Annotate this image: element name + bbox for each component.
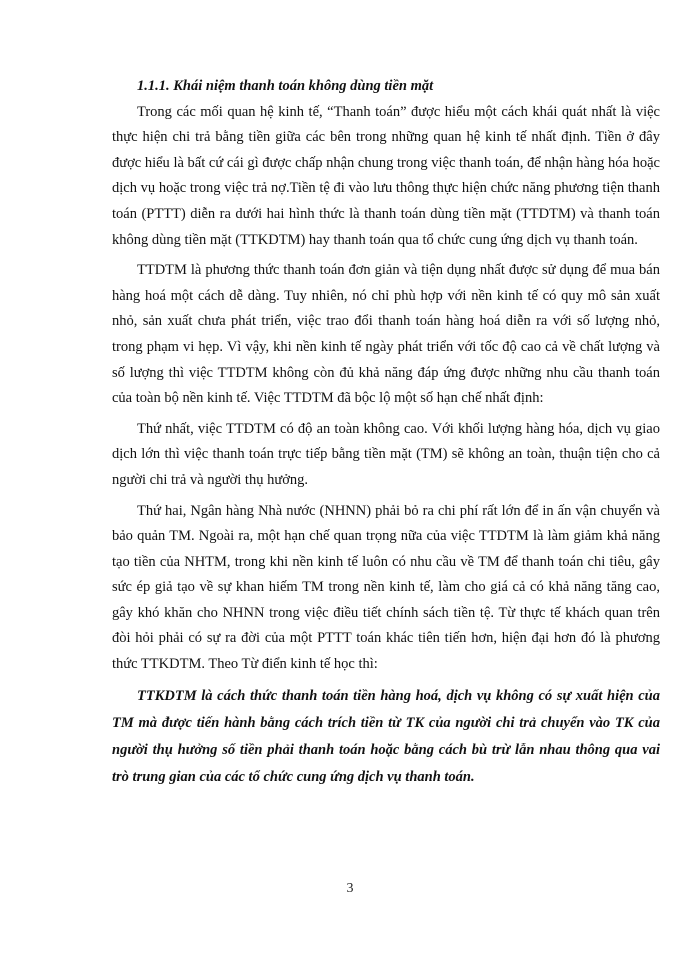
definition-paragraph: TTKDTM là cách thức thanh toán tiền hàng hoá, dịch vụ không có sự xuất hiện của TM mà được tiến hành bằng cách trích tiền từ TK của người chi trả chuyển vào TK của người thụ hưởng số tiền phải thanh toán hoặc bằng cách bù trừ lẫn nhau thông qua vai trò trung gian của các tổ chức cung ứng dịch vụ thanh toán. [112,687,660,785]
document-body [112,74,660,791]
paragraph-second-limitation: Thứ hai, Ngân hàng Nhà nước (NHNN) phải bỏ ra chi phí rất lớn để in ấn vận chuyển và bảo quản TM. Ngoài ra, một hạn chế quan trọng nữa của việc TTDTM là làm giảm khả năng tạo tiền của NHTM, trong khi nền kinh tế luôn có nhu cầu về TM để thanh toán chi tiêu, gây sức ép giả tạo về sự khan hiếm TM trong nền kinh tế, làm cho giá cả có khả năng tăng cao, gây khó khăn cho NHNN trong việc điều tiết chính sách tiền tệ. Từ thực tế khách quan trên đòi hỏi phải có sự ra đời của một PTTT toán khác tiên tiến hơn, hiện đại hơn đó là phương thức TTKDTM. Theo Từ điển kinh tế học thì: [112,502,660,673]
paragraph-first-limitation: Thứ nhất, việc TTDTM có độ an toàn không cao. Với khối lượng hàng hóa, dịch vụ giao dịch lớn thì việc thanh toán trực tiếp bằng tiền mặt (TM) sẽ không an toàn, thuận tiện cho cả người chi trả và người thụ hưởng. [112,420,660,488]
page-number: 3 [346,881,354,896]
paragraph-cash-payment: TTDTM là phương thức thanh toán đơn giản và tiện dụng nhất được sử dụng để mua bán hàng hoá một cách dễ dàng. Tuy nhiên, nó chỉ phù hợp với nền kinh tế có quy mô sản xuất nhỏ, sản xuất chưa phát triển, việc trao đổi thanh toán hàng hoá diễn ra với số lượng nhỏ, trong phạm vi hẹp. Vì vậy, khi nền kinh tế ngày phát triển với tốc độ cao cả về chất lượng và số lượng thì việc TTDTM không còn đủ khả năng đáp ứng được những nhu cầu thanh toán của toàn bộ nền kinh tế. Việc TTDTM đã bộc lộ một số hạn chế nhất định: [112,262,660,407]
section-heading: 1.1.1. Khái niệm thanh toán không dùng tiền mặt [137,78,434,94]
paragraph-payment-concept: Trong các mối quan hệ kinh tế, “Thanh toán” được hiểu một cách khái quát nhất là việc thực hiện chi trả bằng tiền giữa các bên trong những quan hệ kinh tế nhất định. Tiền ở đây được hiểu là bất cứ cái gì được chấp nhận chung trong việc thanh toán, để nhận hàng hóa hoặc dịch vụ hoặc trong việc trả nợ.Tiền tệ đi vào lưu thông thực hiện chức năng phương tiện thanh toán (PTTT) diễn ra dưới hai hình thức là thanh toán dùng tiền mặt (TTDTM) và thanh toán không dùng tiền mặt (TTKDTM) hay thanh toán qua tổ chức cung ứng dịch vụ thanh toán. [112,103,660,248]
